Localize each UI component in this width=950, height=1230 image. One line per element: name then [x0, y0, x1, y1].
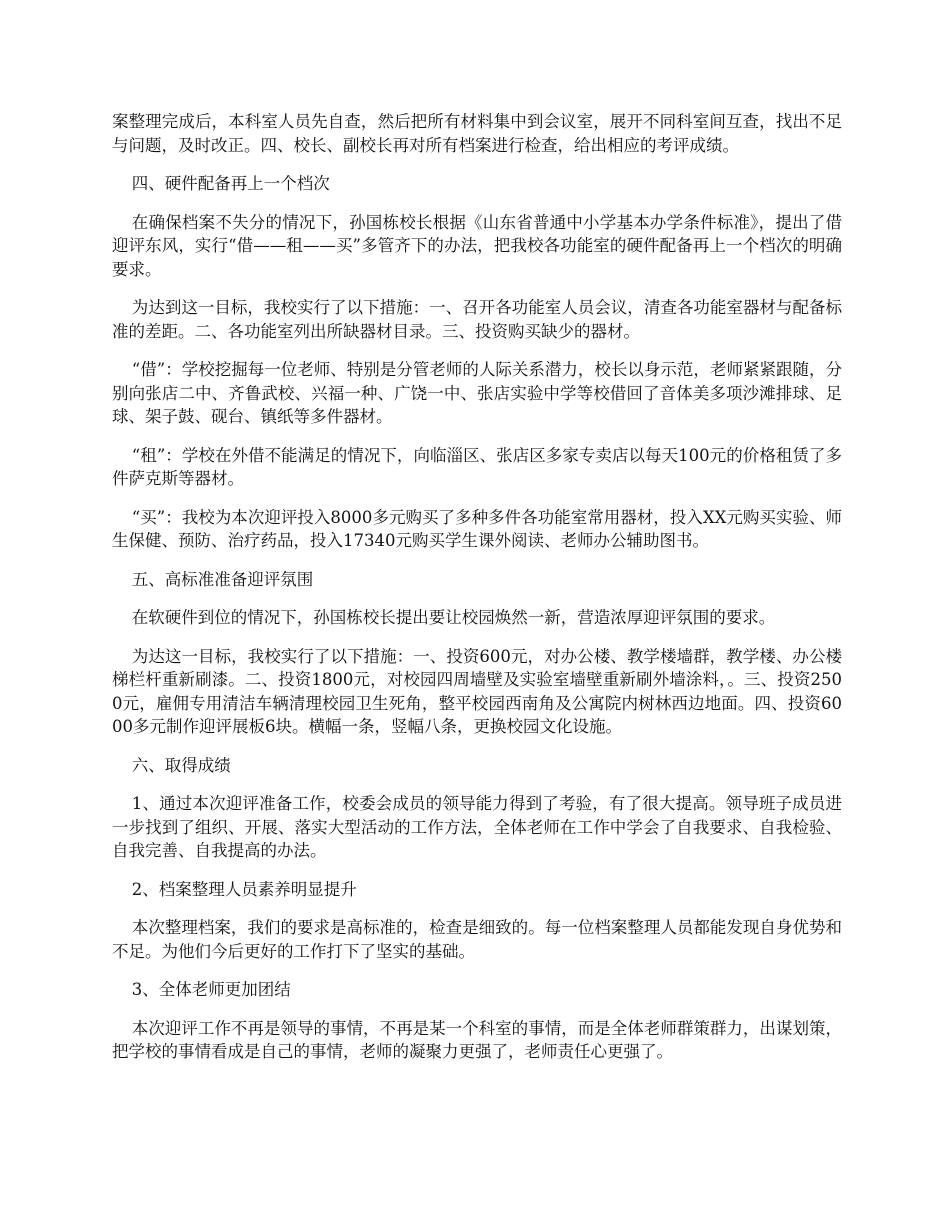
paragraph: 1、通过本次迎评准备工作，校委会成员的领导能力得到了考验，有了很大提高。领导班子成员进一步找到了组织、开展、落实大型活动的工作方法，全体老师在工作中学会了自我要求、自我检验、自我完善、自我提高的办法。: [112, 794, 842, 860]
subheading-unity: 3、全体老师更加团结: [131, 980, 291, 999]
paragraph-continuation: 案整理完成后，本科室人员先自查，然后把所有材料集中到会议室，展开不同科室间互查，找出不足与问题，及时改正。四、校长、副校长再对所有档案进行检查，给出相应的考评成绩。: [112, 112, 842, 155]
paragraph: 本次整理档案，我们的要求是高标准的，检查是细致的。每一位档案整理人员都能发现自身优势和不足。为他们今后更好的工作打下了坚实的基础。: [112, 918, 842, 961]
section-heading-hardware: 四、硬件配备再上一个档次: [131, 174, 330, 193]
paragraph-rent: “租”：学校在外借不能满足的情况下，向临淄区、张店区多家专卖店以每天100元的价格租赁了多件萨克斯等器材。: [112, 445, 842, 488]
paragraph-buy: “买”：我校为本次迎评投入8000多元购买了多种多件各功能室常用器材，投入XX元购买实验、师生保健、预防、治疗药品，投入17340元购买学生课外阅读、老师办公辅助图书。: [112, 507, 842, 550]
paragraph: 在软硬件到位的情况下，孙国栋校长提出要让校园焕然一新，营造浓厚迎评氛围的要求。: [131, 608, 776, 627]
document-page: [112, 110, 842, 1079]
section-heading-results: 六、取得成绩: [131, 755, 231, 775]
paragraph: 为达这一目标，我校实行了以下措施：一、投资600元，对办公楼、教学楼墙群，教学楼、办公楼梯栏杆重新刷漆。二、投资1800元，对校园四周墙壁及实验室墙壁重新刷外墙涂料，。三、投资2500元，雇佣专用清洁车辆清理校园卫生死角，整平校园西南角及公寓院内树林西边地面。四、投资6000多元制作迎评展板6块。横幅一条，竖幅八条，更换校园文化设施。: [112, 646, 842, 736]
paragraph: 在确保档案不失分的情况下，孙国栋校长根据《山东省普通中小学基本办学条件标准》，提出了借迎评东风，实行“借——租——买”多管齐下的办法，把我校各功能室的硬件配备再上一个档次的明确要求。: [112, 212, 842, 279]
subheading-archive-staff: 2、档案整理人员素养明显提升: [131, 879, 357, 899]
paragraph-borrow: “借”：学校挖掘每一位老师、特别是分管老师的人际关系潜力，校长以身示范，老师紧紧跟随，分别向张店二中、齐鲁武校、兴福一种、广饶一中、张店实验中学等校借回了音体美多项沙滩排球、足球、架子鼓、砚台、镇纸等多件器材。: [112, 360, 842, 426]
paragraph: 为达到这一目标，我校实行了以下措施：一、召开各功能室人员会议，清查各功能室器材与配备标准的差距。二、各功能室列出所缺器材目录。三、投资购买缺少的器材。: [112, 298, 842, 341]
section-heading-atmosphere: 五、高标准准备迎评氛围: [131, 569, 314, 589]
paragraph: 本次迎评工作不再是领导的事情，不再是某一个科室的事情，而是全体老师群策群力，出谋划策，把学校的事情看成是自己的事情，老师的凝聚力更强了，老师责任心更强了。: [112, 1018, 842, 1061]
